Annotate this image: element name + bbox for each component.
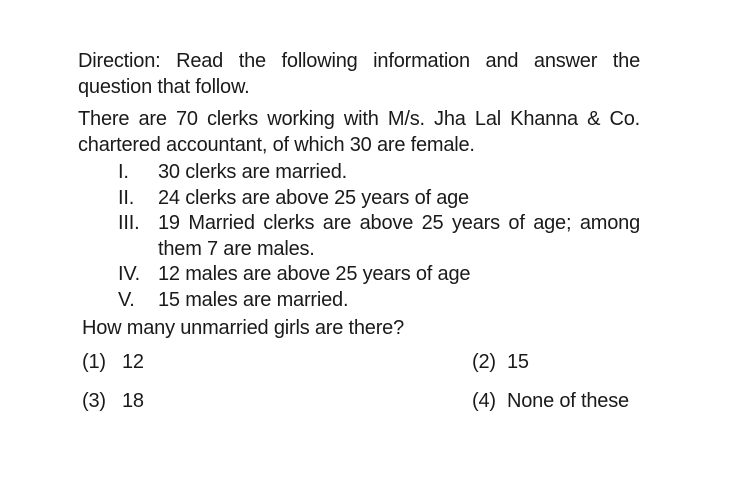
statement-text: 30 clerks are married. bbox=[158, 161, 347, 183]
answer-options bbox=[82, 349, 640, 414]
statement-text: 12 males are above 25 years of age bbox=[158, 263, 471, 285]
option-number: (4) bbox=[472, 390, 496, 412]
option-3[interactable] bbox=[82, 388, 472, 414]
statement-list bbox=[78, 160, 640, 313]
option-text: 15 bbox=[507, 351, 529, 373]
statement-text: 24 clerks are above 25 years of age bbox=[158, 186, 469, 209]
statement-number: I. bbox=[118, 161, 129, 183]
direction-text: Direction: Read the following information and answer the question that follow. bbox=[78, 50, 640, 98]
option-number: (1) bbox=[82, 351, 106, 373]
statement-item bbox=[118, 186, 640, 212]
question-page bbox=[78, 48, 640, 414]
statement-number: V. bbox=[118, 288, 135, 311]
option-text: 18 bbox=[122, 390, 144, 412]
statement-text: 15 males are married. bbox=[158, 288, 349, 311]
option-text: 12 bbox=[122, 351, 144, 373]
info-text: There are 70 clerks working with M/s. Jha Lal Khanna & Co. chartered accountant, of which 30 are female. bbox=[78, 108, 640, 156]
statement-item bbox=[118, 262, 640, 288]
statement-item bbox=[118, 160, 640, 186]
statement-number: III. bbox=[118, 212, 140, 234]
option-number: (2) bbox=[472, 351, 496, 373]
option-4[interactable] bbox=[472, 388, 672, 414]
statement-item bbox=[118, 288, 640, 314]
statement-text: 19 Married clerks are above 25 years of age; among them 7 are males. bbox=[158, 212, 640, 260]
option-1[interactable] bbox=[82, 349, 472, 375]
option-number: (3) bbox=[82, 390, 106, 412]
question-text: How many unmarried girls are there? bbox=[82, 317, 405, 339]
statement-number: IV. bbox=[118, 263, 141, 285]
statement-number: II. bbox=[118, 186, 135, 209]
statement-item bbox=[118, 211, 640, 262]
option-text: None of these bbox=[507, 390, 629, 412]
option-2[interactable] bbox=[472, 349, 672, 375]
